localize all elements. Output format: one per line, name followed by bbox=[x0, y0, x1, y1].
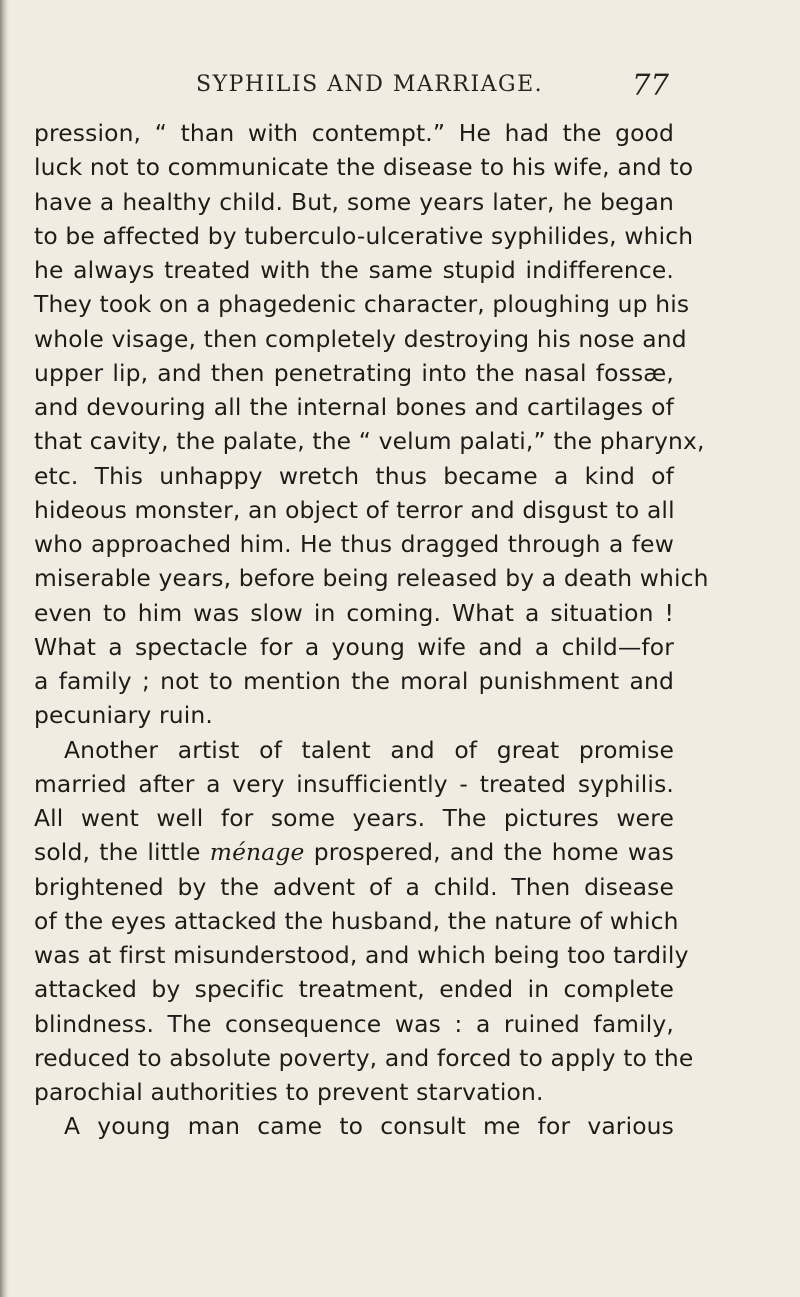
text-line: upper lip, and then penetrating into the nasal fossæ, bbox=[34, 358, 674, 387]
text-line: married after a very insufficiently - treated syphilis. bbox=[34, 769, 674, 798]
text-segment: sold, the little bbox=[34, 838, 210, 867]
text-line: was at first misunderstood, and which being too tardily bbox=[34, 941, 689, 969]
text-line: etc. This unhappy wretch thus became a kind of bbox=[34, 461, 674, 490]
text-line bbox=[34, 835, 674, 869]
text-line: of the eyes attacked the husband, the nature of which bbox=[34, 906, 679, 935]
paragraph-start-line: Another artist of talent and of great promise bbox=[64, 735, 674, 764]
text-line: that cavity, the palate, the “ velum palati,” the pharynx, bbox=[34, 427, 705, 456]
text-line: What a spectacle for a young wife and a child—for bbox=[34, 632, 674, 661]
text-line: he always treated with the same stupid indifference. bbox=[34, 256, 674, 284]
text-line: hideous monster, an object of terror and disgust to all bbox=[34, 495, 675, 524]
text-line: a family ; not to mention the moral punishment and bbox=[34, 667, 674, 695]
text-line: who approached him. He thus dragged through a few bbox=[34, 530, 674, 558]
text-line: and devouring all the internal bones and cartilages of bbox=[34, 393, 674, 421]
text-line: blindness. The consequence was : a ruined family, bbox=[34, 1009, 674, 1038]
text-line: miserable years, before being released by a death which bbox=[34, 564, 709, 593]
text-line: to be affected by tuberculo-ulcerative syphilides, which bbox=[34, 221, 694, 250]
page-edge bbox=[0, 0, 9, 1297]
paragraph-start-line: A young man came to consult me for various bbox=[64, 1112, 674, 1141]
text-line: All went well for some years. The pictures were bbox=[34, 804, 674, 832]
page-number: 77 bbox=[632, 68, 669, 102]
text-line: pecuniary ruin. bbox=[34, 701, 213, 730]
text-line: even to him was slow in coming. What a situation ! bbox=[34, 598, 674, 627]
body-text bbox=[34, 116, 709, 1144]
page-header bbox=[0, 68, 800, 108]
text-line: parochial authorities to prevent starvation. bbox=[34, 1078, 544, 1106]
text-line: attacked by specific treatment, ended in complete bbox=[34, 975, 674, 1004]
text-line: luck not to communicate the disease to his wife, and to bbox=[34, 153, 694, 182]
text-line: whole visage, then completely destroying his nose and bbox=[34, 324, 687, 353]
text-line: brightened by the advent of a child. Then disease bbox=[34, 872, 674, 901]
running-head: SYPHILIS AND MARRIAGE. bbox=[196, 72, 544, 97]
text-line: reduced to absolute poverty, and forced to apply to the bbox=[34, 1043, 694, 1072]
text-segment: prospered, and the home was bbox=[304, 838, 674, 867]
italic-word: ménage bbox=[209, 838, 305, 867]
text-line: have a healthy child. But, some years later, he began bbox=[34, 187, 674, 216]
text-line: pression, “ than with contempt.” He had the good bbox=[34, 119, 674, 147]
text-line: They took on a phagedenic character, ploughing up his bbox=[34, 290, 690, 319]
